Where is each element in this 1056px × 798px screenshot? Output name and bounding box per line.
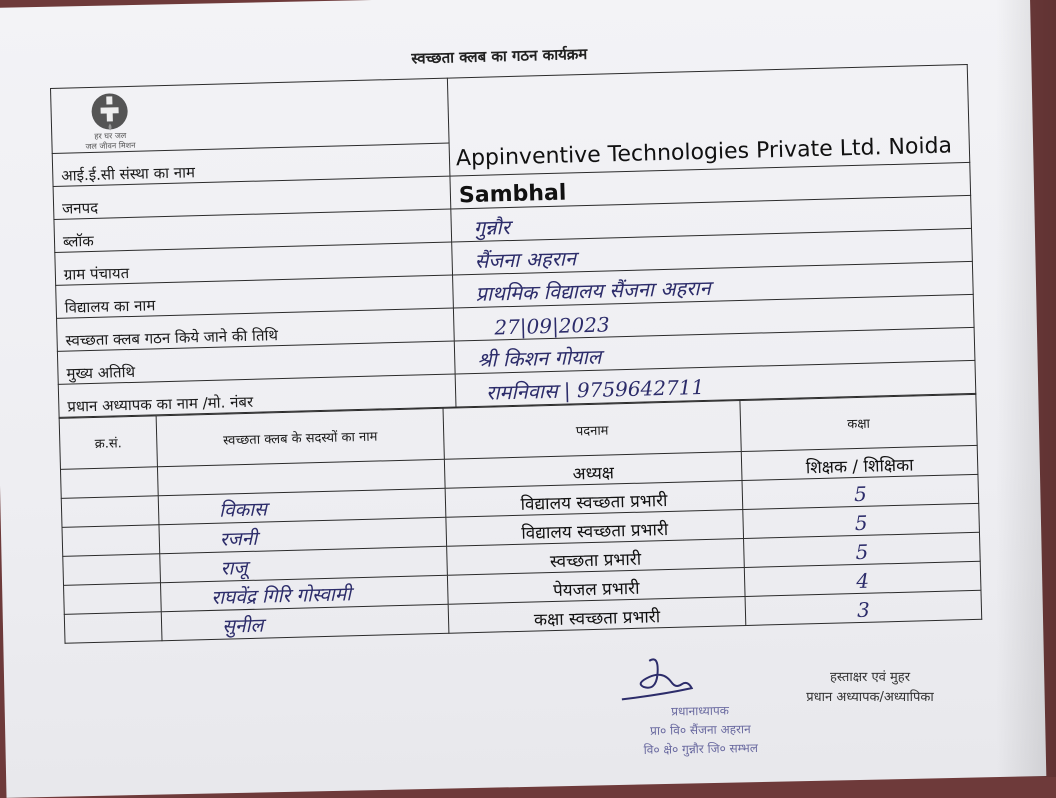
member-name: रजनी xyxy=(159,517,447,554)
iec-org-label: आई.ई.सी संस्था का नाम xyxy=(52,143,450,186)
member-post: कक्षा स्वच्छता प्रभारी xyxy=(448,596,746,633)
club-date-value: 27|09|2023 xyxy=(453,294,974,341)
club-date-label: स्वच्छता क्लब गठन किये जाने की तिथि xyxy=(57,308,455,351)
headmaster-stamp xyxy=(609,650,791,760)
member-name: राजू xyxy=(160,546,448,583)
signature-scribble xyxy=(609,651,730,703)
headmaster-value: रामनिवास | 9759642711 xyxy=(455,360,976,407)
member-post: विद्यालय स्वच्छता प्रभारी xyxy=(445,481,743,518)
paper-edge-shadow xyxy=(996,0,1056,777)
col-header-sno: क्र.सं. xyxy=(59,416,157,470)
district-value: Sambhal xyxy=(450,162,971,209)
stamp-line-1: प्रधानाध्यापक xyxy=(671,703,730,719)
logo-text-1: हर घर जल xyxy=(94,131,127,141)
member-class: 5 xyxy=(744,532,981,567)
form-sheet xyxy=(50,44,982,653)
col-header-class: कक्षा xyxy=(740,394,977,451)
signature-label: हस्ताक्षर एवं मुहर xyxy=(829,670,911,685)
school-name-value: प्राथमिक विद्यालय सैंजना अहरान xyxy=(453,261,974,308)
teacher-class: शिक्षक / शिक्षिका xyxy=(741,445,978,480)
signature-role: प्रधान अध्यापक/अध्यापिका xyxy=(806,690,934,705)
col-header-post: पदनाम xyxy=(443,401,741,460)
school-name-label: विद्यालय का नाम xyxy=(56,275,454,318)
signature-block xyxy=(790,668,950,708)
water-tap-icon xyxy=(86,87,133,132)
info-table xyxy=(50,64,976,418)
stamp-line-2: प्रा० वि० सैंजना अहरान xyxy=(649,722,751,738)
member-name: राघवेंद्र गिरि गोस्वामी xyxy=(160,575,448,612)
member-post: पेयजल प्रभारी xyxy=(447,567,745,604)
stamp-line-3: वि० क्षे० गुन्नौर जि० सम्भल xyxy=(643,740,759,757)
member-name: सुनील xyxy=(161,604,449,641)
member-class: 4 xyxy=(744,561,981,596)
members-table xyxy=(59,394,983,644)
member-class: 5 xyxy=(742,474,979,509)
member-post: स्वच्छता प्रभारी xyxy=(447,538,745,575)
table-cell xyxy=(64,612,162,644)
logo-text-2: जल जीवन मिशन xyxy=(85,140,136,152)
president-post: अध्यक्ष xyxy=(444,452,742,489)
member-class: 3 xyxy=(745,590,982,625)
chief-guest-label: मुख्य अतिथि xyxy=(57,341,455,384)
logo-cell xyxy=(51,78,450,153)
form-title: स्वच्छता क्लब का गठन कार्यक्रम xyxy=(411,44,588,68)
district-label: जनपद xyxy=(53,176,451,219)
member-class: 5 xyxy=(743,503,980,538)
table-cell xyxy=(64,583,162,615)
table-cell xyxy=(61,496,159,528)
block-label: ब्लॉक xyxy=(54,209,452,252)
table-cell xyxy=(60,467,158,499)
block-value: गुन्नौर xyxy=(451,195,972,242)
table-cell xyxy=(63,554,161,586)
member-name: विकास xyxy=(158,488,446,525)
col-header-name: स्वच्छता क्लब के सदस्यों का नाम xyxy=(156,408,444,466)
gram-panchayat-label: ग्राम पंचायत xyxy=(55,242,453,285)
table-cell xyxy=(62,525,160,557)
logo xyxy=(69,86,151,152)
headmaster-label: प्रधान अध्यापक का नाम /मो. नंबर xyxy=(58,374,456,417)
member-post: विद्यालय स्वच्छता प्रभारी xyxy=(446,510,744,547)
chief-guest-value: श्री किशन गोयाल xyxy=(454,327,975,374)
iec-org-value: Appinventive Technologies Private Ltd. Noida xyxy=(447,64,969,176)
gram-panchayat-value: सैंजना अहरान xyxy=(452,228,973,275)
